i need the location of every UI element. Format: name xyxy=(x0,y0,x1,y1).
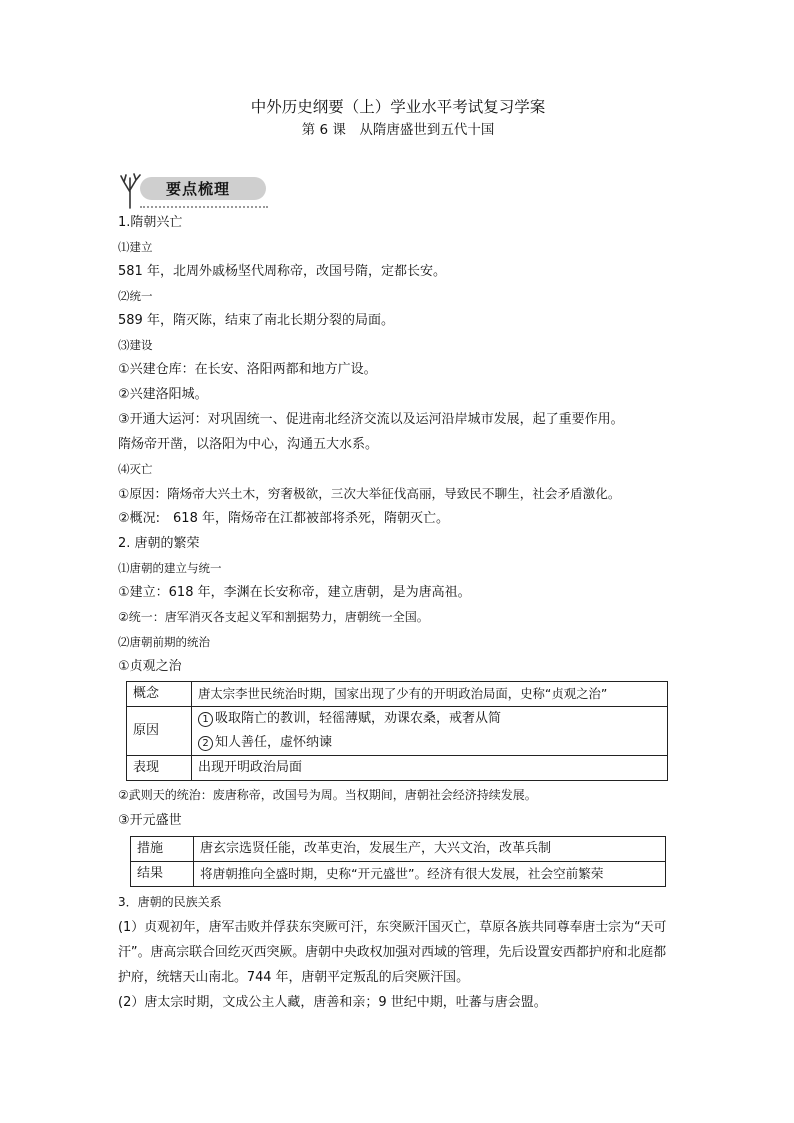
table-value: 出现开明政治局面 xyxy=(192,756,668,781)
zhenguan-table xyxy=(126,681,668,781)
sub-heading: ⑴唐朝的建立与统一 xyxy=(118,561,222,575)
banner-divider xyxy=(140,206,268,208)
paragraph: ③开通大运河：对巩固统一、促进南北经济交流以及运河沿岸城市发展，起了重要作用。 xyxy=(118,412,624,427)
section-2-heading: 2. 唐朝的繁荣 xyxy=(118,536,200,551)
reason-text: 吸取隋亡的教训，轻徭薄赋，劝课农桑，戒奢从简 xyxy=(215,711,502,726)
section-3-heading: 3．唐朝的民族关系 xyxy=(118,895,222,909)
lesson-subtitle: 第 6 课 从隋唐盛世到五代十国 xyxy=(301,122,495,138)
table-key: 概念 xyxy=(127,682,192,707)
paragraph: (1）贞观初年，唐军击败并俘获东突厥可汗，东突厥汗国灭亡，草原各族共同尊奉唐士宗为“天可汗”。唐高宗联合回纥灭西突厥。唐朝中央政权加强对西域的管理，先后设置安西都护府和北庭都护府，统辖天山南北。744 年，唐朝平定叛乱的后突厥汗国。 xyxy=(118,920,667,985)
paragraph: ②统一：唐军消灭各支起义军和割据势力，唐朝统一全国。 xyxy=(118,610,429,624)
paragraph: ①贞观之治 xyxy=(118,659,182,674)
table-value: 唐太宗李世民统治时期，国家出现了少有的开明政治局面，史称“贞观之治” xyxy=(192,682,668,707)
table-key: 原因 xyxy=(127,707,192,756)
paragraph: 隋炀帝开凿，以洛阳为中心，沟通五大水系。 xyxy=(118,437,379,452)
kaiyuan-table xyxy=(130,836,666,887)
table-row xyxy=(127,682,668,707)
table-value xyxy=(192,707,668,756)
paragraph: 589 年，隋灭陈，结束了南北长期分裂的局面。 xyxy=(118,313,394,328)
table-row xyxy=(131,837,666,862)
reason-line xyxy=(198,731,661,755)
table-key: 结果 xyxy=(131,862,194,887)
document-title: 中外历史纲要（上）学业水平考试复习学案 xyxy=(250,98,546,116)
reason-line xyxy=(198,707,661,731)
section-banner xyxy=(118,170,278,210)
table-value: 将唐朝推向全盛时期，史称“开元盛世”。经济有很大发展，社会空前繁荣 xyxy=(194,862,666,887)
table-row xyxy=(127,707,668,756)
banner-label: 要点梳理 xyxy=(166,180,231,198)
table-row xyxy=(127,756,668,781)
paragraph: (2）唐太宗时期，文成公主人藏，唐善和亲；9 世纪中期，吐蕃与唐会盟。 xyxy=(118,995,547,1010)
sub-heading: ⑵统一 xyxy=(118,289,153,303)
reason-text: 知人善任，虚怀纳谏 xyxy=(215,735,333,750)
circled-number: 1 xyxy=(198,712,213,727)
table-key: 表现 xyxy=(127,756,192,781)
paragraph: ①兴建仓库：在长安、洛阳两都和地方广设。 xyxy=(118,362,377,377)
document-page xyxy=(118,96,678,1015)
section-1-heading: 1.隋朝兴亡 xyxy=(118,215,183,230)
paragraph: ③开元盛世 xyxy=(118,813,182,828)
table-key: 措施 xyxy=(131,837,194,862)
sub-heading: ⑷灭亡 xyxy=(118,462,153,476)
table-row xyxy=(131,862,666,887)
sub-heading: ⑴建立 xyxy=(118,240,153,254)
circled-number: 2 xyxy=(198,736,213,751)
sub-heading: ⑶建设 xyxy=(118,338,153,352)
paragraph: ②兴建洛阳城。 xyxy=(118,387,208,402)
paragraph: ①建立：618 年，李渊在长安称帝，建立唐朝，是为唐高祖。 xyxy=(118,585,471,600)
paragraph: ②概况: 618 年，隋炀帝在江都被部将杀死，隋朝灭亡。 xyxy=(118,511,449,526)
paragraph: 581 年，北周外戚杨坚代周称帝，改国号隋，定都长安。 xyxy=(118,264,446,279)
table-value: 唐玄宗选贤任能，改革吏治，发展生产，大兴文治，改革兵制 xyxy=(194,837,666,862)
paragraph: ②武则天的统治：废唐称帝，改国号为周。当权期间，唐朝社会经济持续发展。 xyxy=(118,788,537,802)
sub-heading: ⑵唐朝前期的统治 xyxy=(118,635,210,649)
paragraph: ①原因：隋炀帝大兴土木，穷奢极欲，三次大举征伐高丽，导致民不聊生，社会矛盾激化。 xyxy=(118,486,621,501)
